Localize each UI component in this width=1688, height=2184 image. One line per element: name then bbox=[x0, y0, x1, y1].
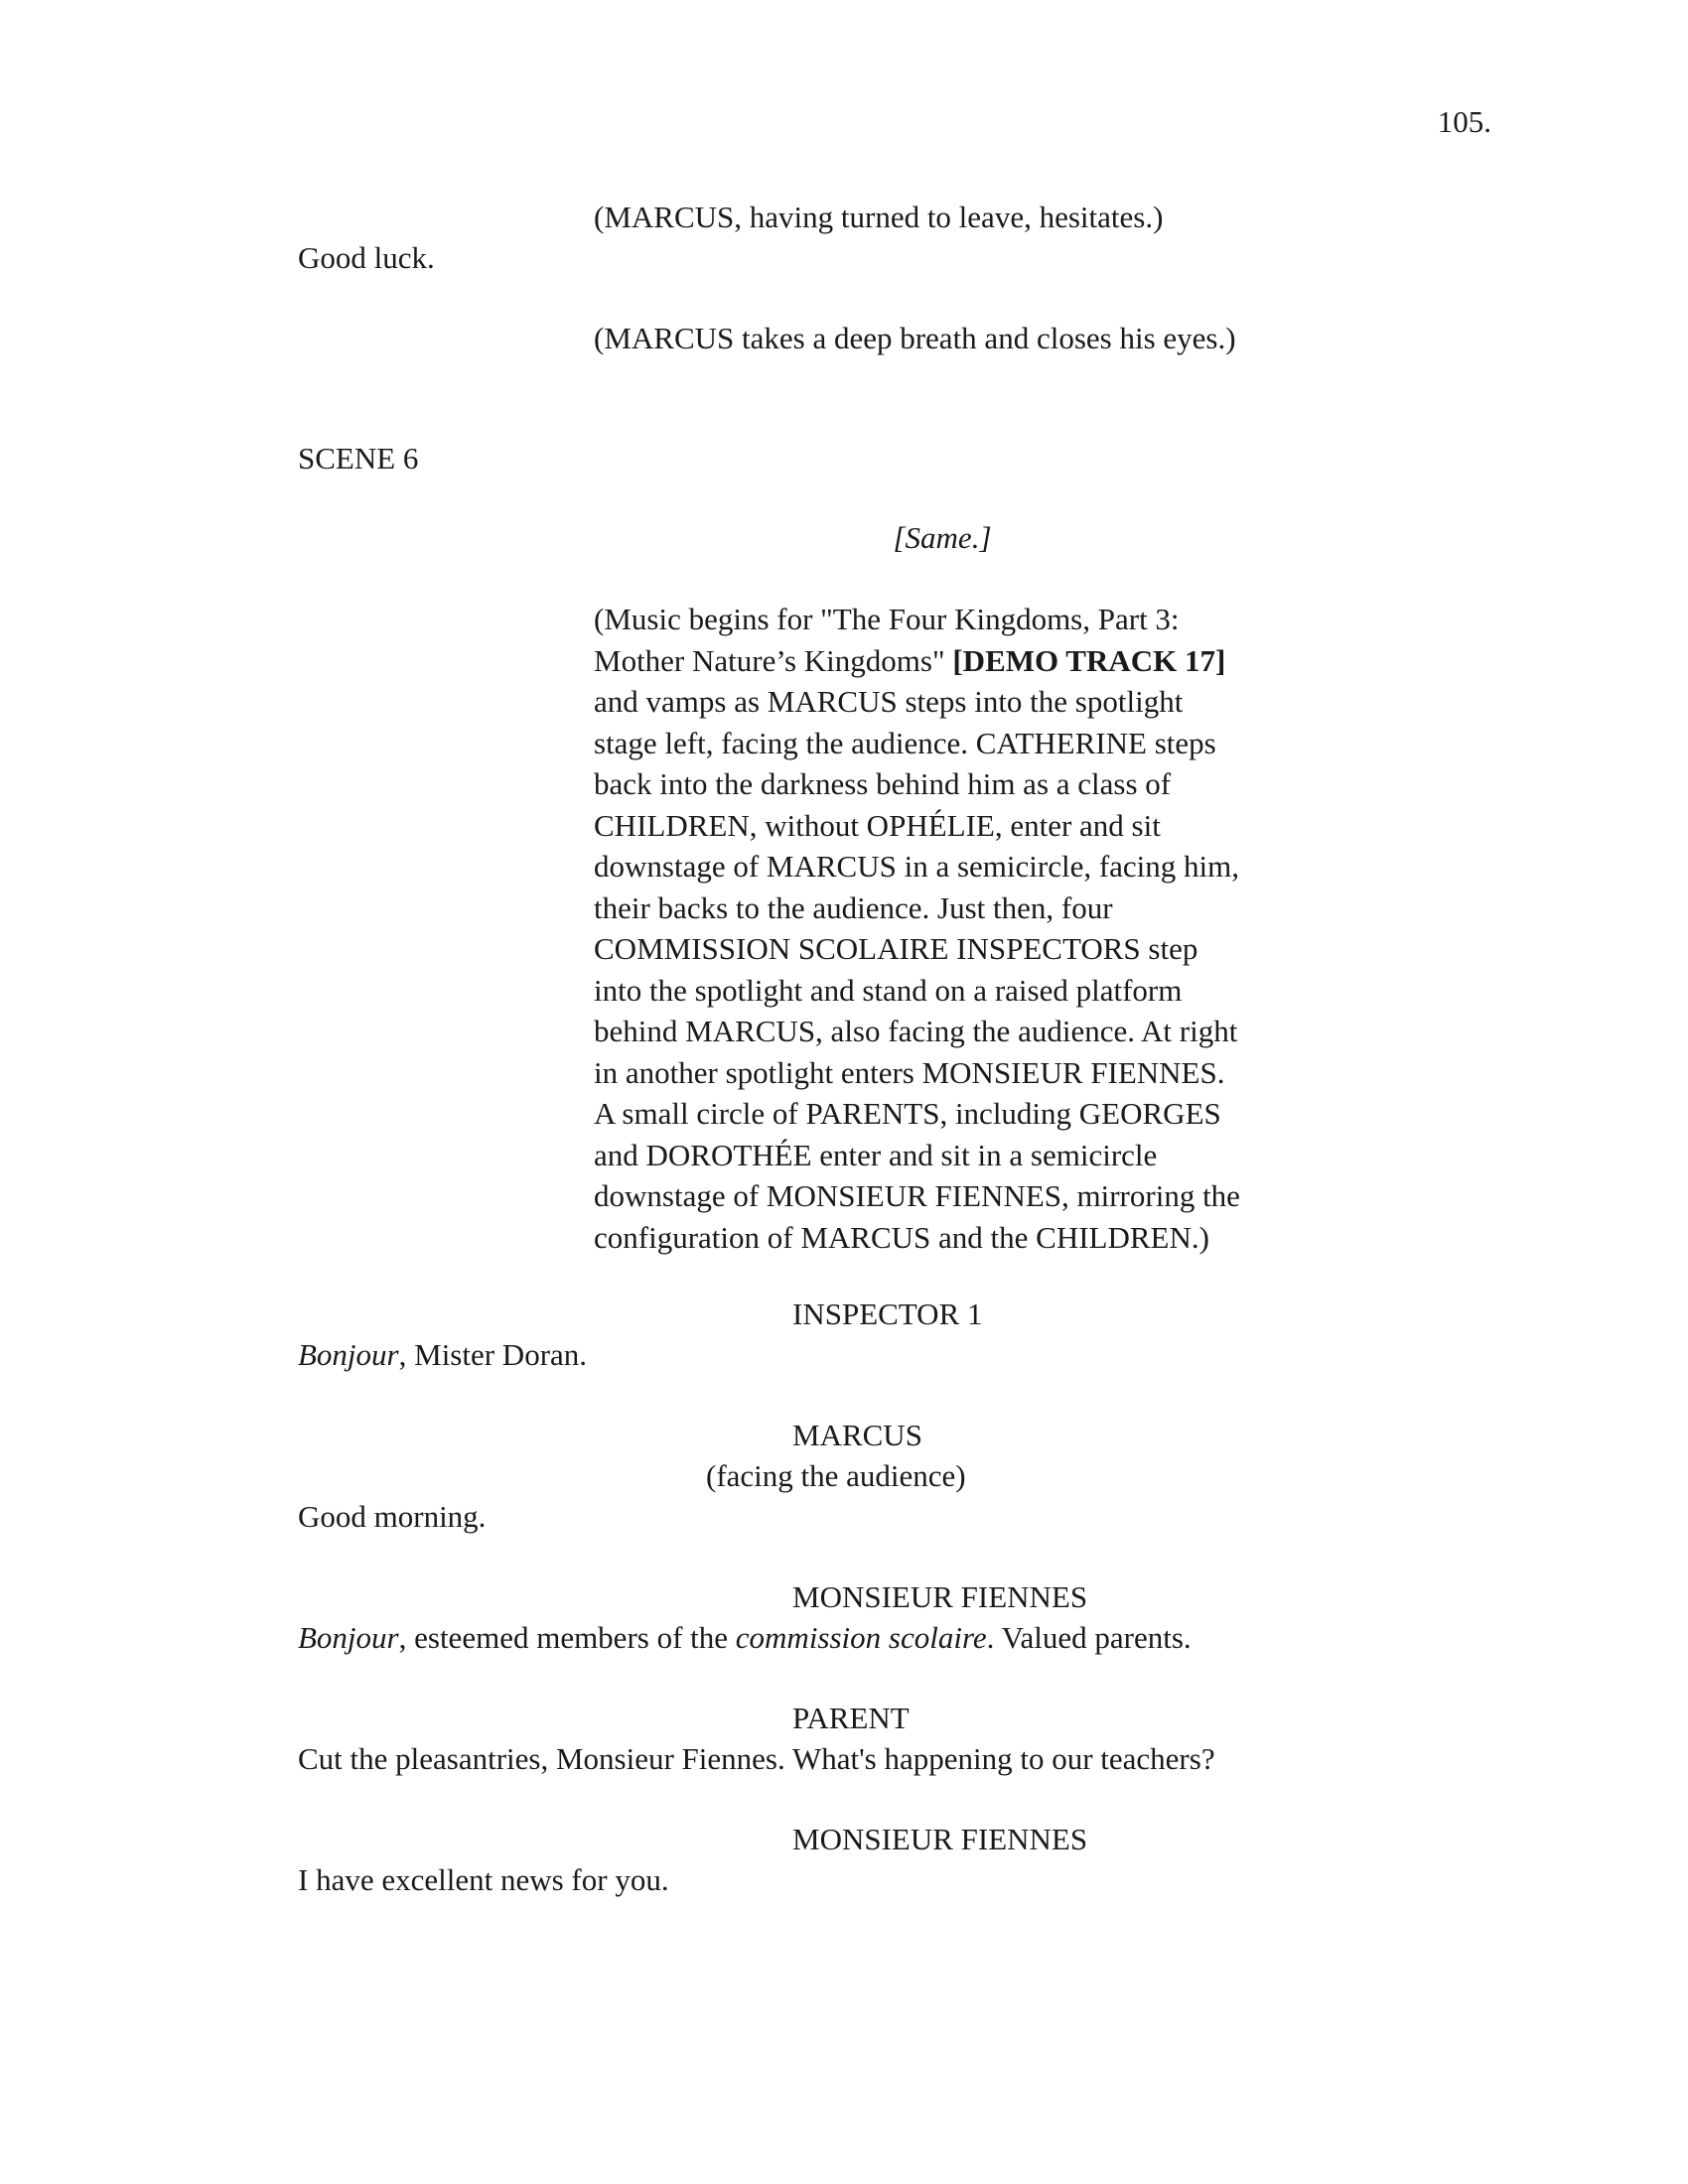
stage-direction-line: CHILDREN, without OPHÉLIE, enter and sit bbox=[594, 807, 1161, 843]
stage-direction-line: their backs to the audience. Just then, four bbox=[594, 889, 1113, 925]
parenthetical: (facing the audience) bbox=[706, 1458, 966, 1493]
stage-direction-line: into the spotlight and stand on a raised platform bbox=[594, 972, 1183, 1008]
stage-direction-line: and DOROTHÉE enter and sit in a semicircle bbox=[594, 1137, 1158, 1172]
dialogue-line: Good luck. bbox=[298, 240, 435, 275]
dialogue-line: Good morning. bbox=[298, 1499, 487, 1534]
character-cue-monsieur-fiennes: MONSIEUR FIENNES bbox=[792, 1579, 1088, 1614]
stage-direction-line: and vamps as MARCUS steps into the spotlight bbox=[594, 684, 1184, 719]
scene-setting: [Same.] bbox=[893, 520, 992, 555]
stage-direction-line: COMMISSION SCOLAIRE INSPECTORS step bbox=[594, 931, 1198, 966]
page-number: 105. bbox=[1437, 104, 1491, 139]
stage-direction-line: A small circle of PARENTS, including GEORGES bbox=[594, 1096, 1221, 1131]
dialogue-line: Bonjour, esteemed members of the commission scolaire. Valued parents. bbox=[298, 1620, 1192, 1655]
character-cue-inspector-1: INSPECTOR 1 bbox=[792, 1297, 983, 1331]
stage-direction: (MARCUS, having turned to leave, hesitates.) bbox=[594, 200, 1164, 234]
dialogue-line: I have excellent news for you. bbox=[298, 1862, 669, 1897]
character-cue-monsieur-fiennes: MONSIEUR FIENNES bbox=[792, 1822, 1088, 1856]
demo-track-label: [DEMO TRACK 17] bbox=[952, 642, 1226, 678]
character-cue-parent: PARENT bbox=[792, 1701, 910, 1735]
dialogue-line: Bonjour, Mister Doran. bbox=[298, 1337, 588, 1372]
stage-direction-line: back into the darkness behind him as a class of bbox=[594, 766, 1172, 801]
stage-direction-block bbox=[594, 599, 1309, 1258]
stage-direction: (MARCUS takes a deep breath and closes his eyes.) bbox=[594, 321, 1236, 355]
scene-heading: SCENE 6 bbox=[298, 441, 419, 476]
character-cue-marcus: MARCUS bbox=[792, 1418, 922, 1452]
stage-direction-line: configuration of MARCUS and the CHILDREN.) bbox=[594, 1219, 1209, 1255]
stage-direction-line: behind MARCUS, also facing the audience. At right bbox=[594, 1014, 1238, 1048]
stage-direction-line: stage left, facing the audience. CATHERINE steps bbox=[594, 725, 1216, 760]
stage-direction-line: Mother Nature’s Kingdoms" [DEMO TRACK 17] bbox=[594, 642, 1226, 678]
stage-direction-line: in another spotlight enters MONSIEUR FIENNES. bbox=[594, 1054, 1225, 1090]
stage-direction-line: downstage of MONSIEUR FIENNES, mirroring the bbox=[594, 1178, 1240, 1213]
stage-direction-line: (Music begins for "The Four Kingdoms, Part 3: bbox=[594, 602, 1180, 636]
dialogue-line: Cut the pleasantries, Monsieur Fiennes. What's happening to our teachers? bbox=[298, 1741, 1215, 1776]
stage-direction-line: downstage of MARCUS in a semicircle, facing him, bbox=[594, 849, 1240, 884]
